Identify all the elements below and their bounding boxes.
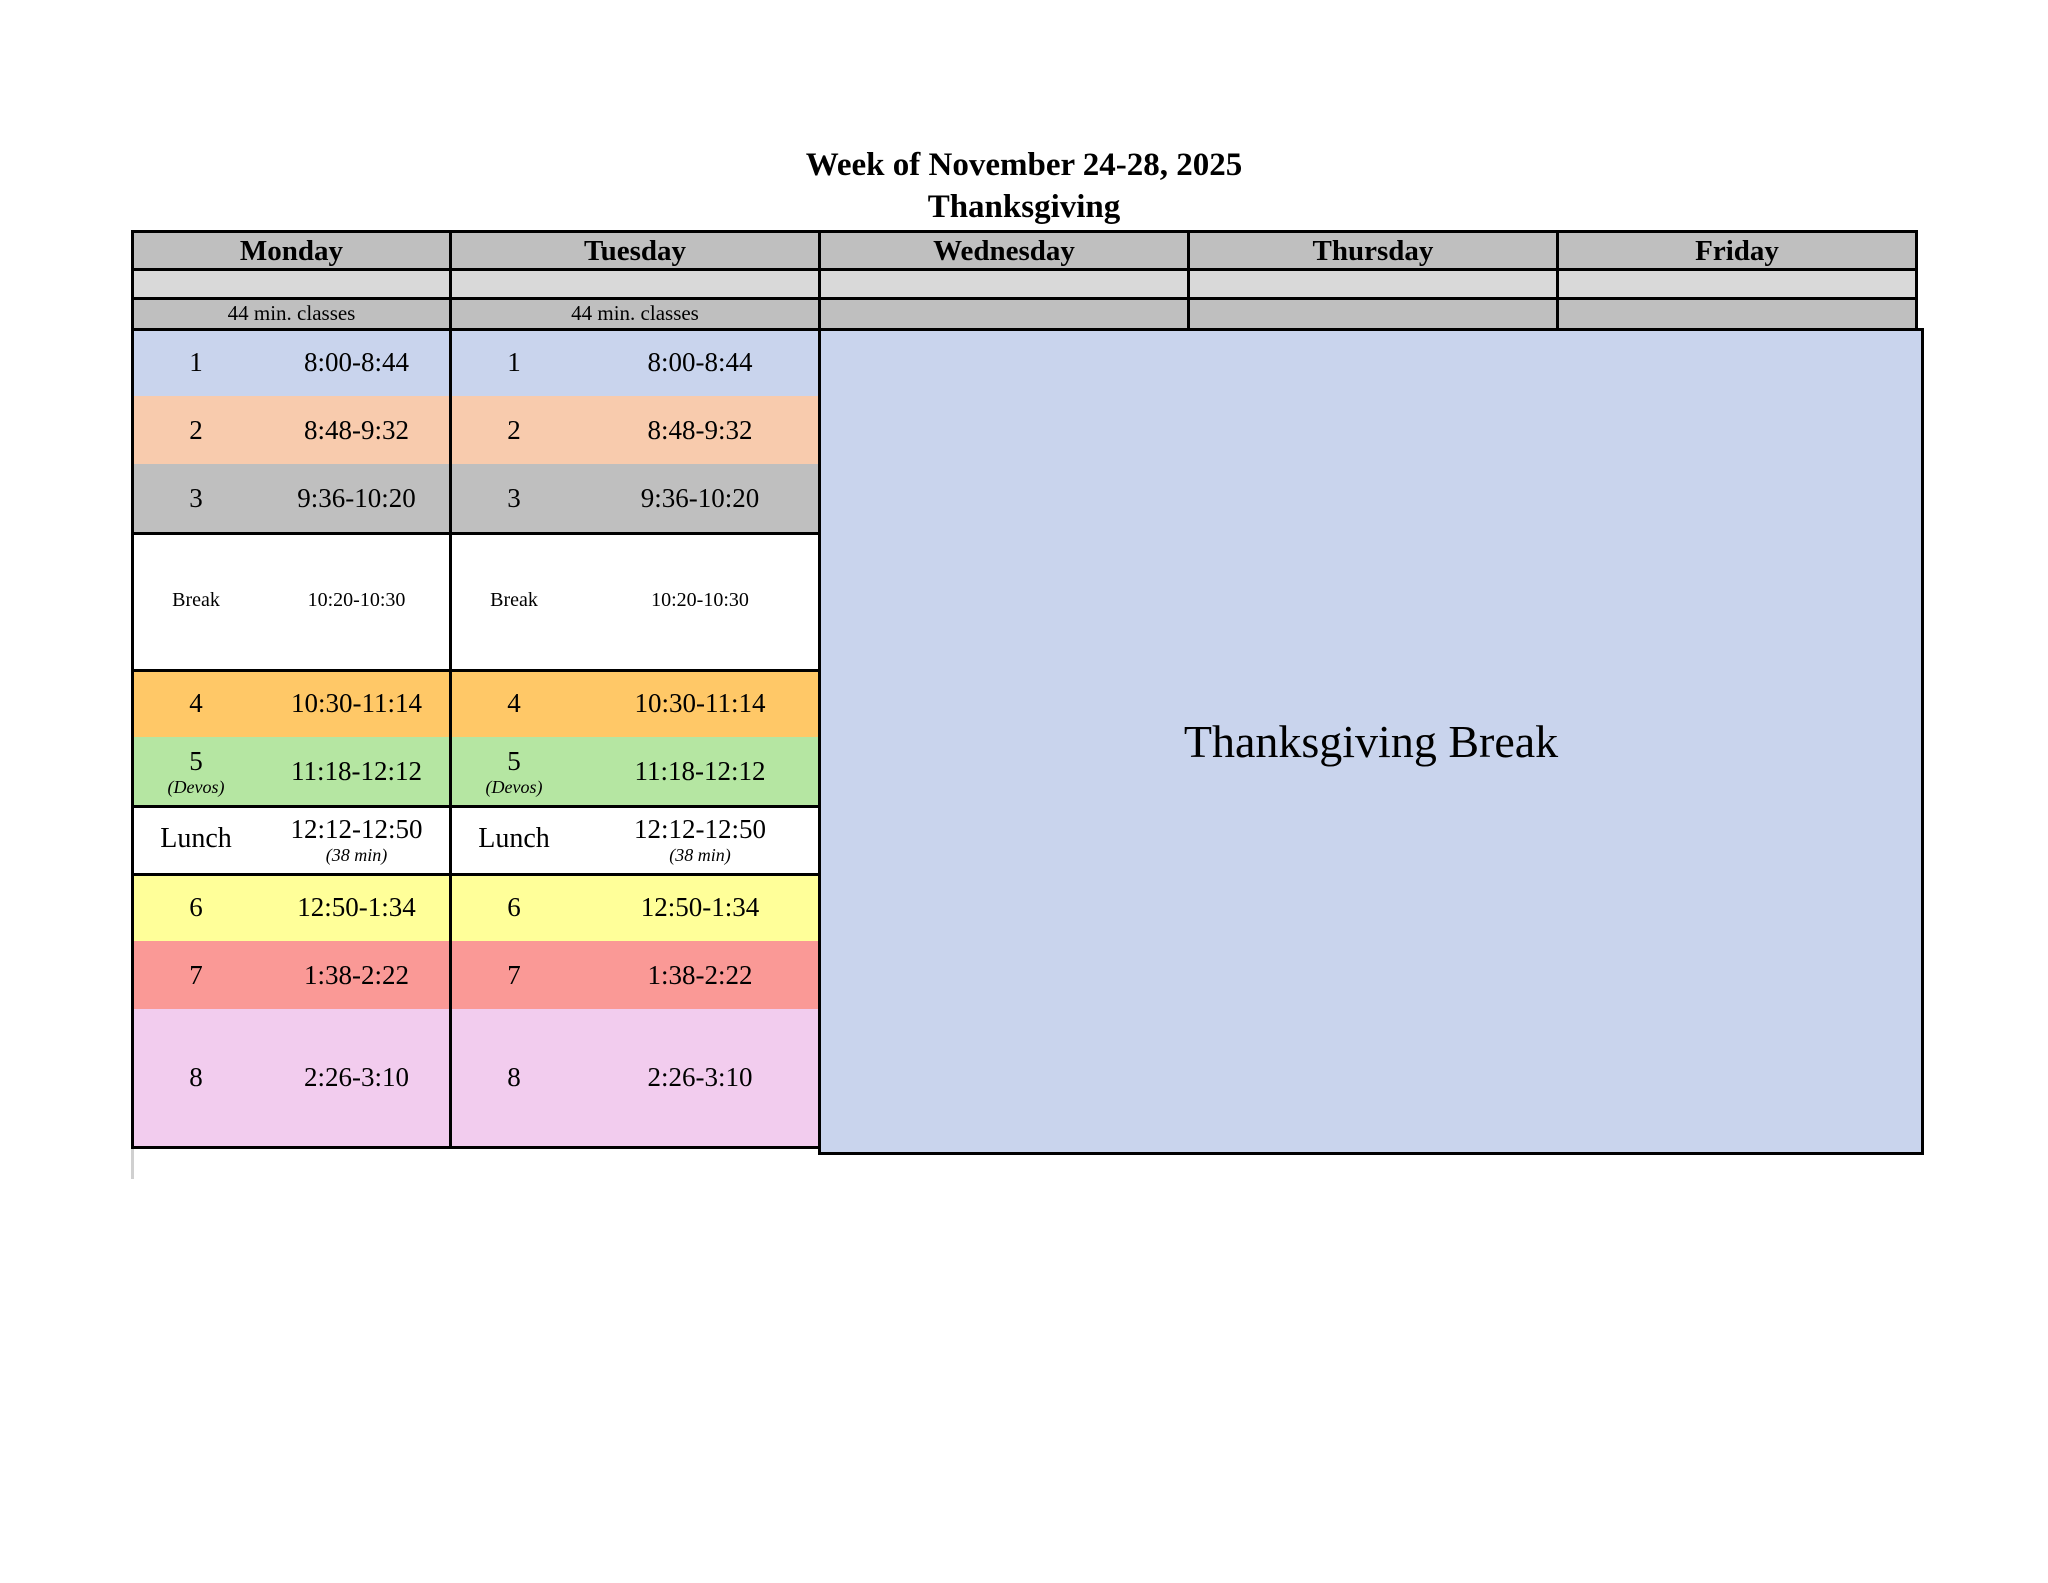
period-time	[579, 873, 821, 941]
period-note: (Devos)	[167, 776, 225, 797]
schedule-table	[131, 230, 1918, 1149]
period-number: 8	[507, 1062, 521, 1092]
period-row	[131, 1009, 452, 1146]
page-subtitle: Thanksgiving	[927, 189, 1121, 225]
period-label	[449, 328, 579, 396]
period-row	[449, 464, 821, 532]
period-row	[131, 669, 452, 737]
period-number: 1	[507, 346, 521, 377]
period-time	[261, 873, 452, 941]
period-row	[131, 941, 452, 1009]
class-note-tuesday: 44 min. classes	[449, 297, 821, 331]
period-time-range: 11:18-12:12	[634, 755, 766, 786]
period-time-range: 9:36-10:20	[640, 482, 760, 513]
period-label	[449, 873, 579, 941]
period-number: 5	[189, 745, 203, 776]
period-time	[579, 1009, 821, 1146]
period-label	[449, 669, 579, 737]
blank-row-thursday	[1187, 268, 1559, 300]
blank-row-monday	[131, 268, 452, 300]
period-number: 5	[507, 745, 521, 776]
period-time	[579, 464, 821, 532]
period-label	[131, 805, 261, 873]
period-label	[449, 1009, 579, 1146]
period-time	[579, 737, 821, 805]
period-label	[449, 396, 579, 464]
period-number: 4	[507, 687, 521, 718]
day-header-thursday: Thursday	[1187, 230, 1559, 271]
class-note-thursday	[1187, 297, 1559, 331]
page-margin-line	[131, 1149, 134, 1179]
blank-row-friday	[1556, 268, 1918, 300]
period-row	[449, 669, 821, 737]
period-time-range: 8:00-8:44	[647, 346, 753, 377]
period-number: 2	[189, 414, 203, 445]
day-header-wednesday: Wednesday	[818, 230, 1190, 271]
period-time	[261, 1009, 452, 1146]
period-time-range: 8:48-9:32	[304, 414, 409, 445]
period-time	[579, 396, 821, 464]
period-number: 4	[189, 687, 203, 718]
class-note-wednesday	[818, 297, 1190, 331]
period-row	[449, 805, 821, 873]
period-time	[579, 532, 821, 669]
schedule-column-tuesday	[449, 328, 821, 1149]
thanksgiving-break-block: Thanksgiving Break	[818, 328, 1924, 1155]
period-time	[261, 805, 452, 873]
period-time-range: 12:12-12:50	[634, 813, 766, 844]
day-header-tuesday: Tuesday	[449, 230, 821, 271]
period-number: 8	[189, 1062, 203, 1092]
period-time-range: 8:00-8:44	[304, 346, 409, 377]
period-time	[261, 532, 452, 669]
period-time-range: 1:38-2:22	[304, 959, 409, 990]
period-number: 3	[189, 482, 203, 513]
class-note-friday	[1556, 297, 1918, 331]
period-time-range: 10:30-11:14	[634, 687, 766, 718]
period-label	[131, 1009, 261, 1146]
period-label	[449, 941, 579, 1009]
period-time-range: 12:50-1:34	[640, 891, 760, 922]
period-time-range: 9:36-10:20	[297, 482, 416, 513]
period-time	[261, 737, 452, 805]
period-row	[131, 328, 452, 396]
period-time	[261, 941, 452, 1009]
period-row	[131, 805, 452, 873]
schedule-column-monday	[131, 328, 452, 1149]
period-number: 6	[507, 891, 521, 922]
period-number: Break	[172, 589, 220, 611]
period-time-range: 2:26-3:10	[304, 1062, 409, 1092]
period-time	[579, 328, 821, 396]
period-row	[131, 396, 452, 464]
period-row	[449, 328, 821, 396]
period-number: 3	[507, 482, 521, 513]
period-label	[131, 941, 261, 1009]
period-time-range: 12:50-1:34	[297, 891, 416, 922]
period-label	[131, 737, 261, 805]
period-label	[449, 464, 579, 532]
period-label	[449, 805, 579, 873]
period-time	[261, 669, 452, 737]
period-row	[449, 396, 821, 464]
period-label	[131, 669, 261, 737]
period-number: 1	[189, 346, 203, 377]
period-label	[449, 737, 579, 805]
period-label	[131, 328, 261, 396]
period-number: 7	[189, 959, 203, 990]
class-note-monday: 44 min. classes	[131, 297, 452, 331]
period-time	[579, 805, 821, 873]
period-time	[261, 396, 452, 464]
period-time	[579, 941, 821, 1009]
period-row	[131, 873, 452, 941]
period-time	[261, 464, 452, 532]
period-number: 2	[507, 414, 521, 445]
period-number: Break	[490, 589, 538, 611]
period-row	[131, 464, 452, 532]
period-time	[579, 669, 821, 737]
period-time-range: 10:20-10:30	[307, 589, 406, 611]
period-label	[131, 464, 261, 532]
period-row	[449, 532, 821, 669]
period-number: Lunch	[478, 823, 550, 854]
period-label	[131, 873, 261, 941]
day-header-monday: Monday	[131, 230, 452, 271]
period-time-range: 8:48-9:32	[647, 414, 753, 445]
period-row	[449, 737, 821, 805]
period-time	[261, 328, 452, 396]
period-duration: (38 min)	[325, 844, 388, 865]
period-time-range: 10:20-10:30	[651, 589, 749, 611]
period-number: Lunch	[160, 823, 232, 854]
period-duration: (38 min)	[669, 844, 731, 865]
period-time-range: 2:26-3:10	[647, 1062, 753, 1092]
page-title: Week of November 24-28, 2025	[805, 147, 1243, 183]
period-number: 6	[189, 891, 203, 922]
period-time-range: 11:18-12:12	[291, 755, 422, 786]
period-note: (Devos)	[485, 776, 543, 797]
period-row	[449, 941, 821, 1009]
period-time-range: 12:12-12:50	[290, 813, 423, 844]
period-row	[131, 737, 452, 805]
blank-row-wednesday	[818, 268, 1190, 300]
blank-row-tuesday	[449, 268, 821, 300]
period-number: 7	[507, 959, 521, 990]
period-label	[449, 532, 579, 669]
period-row	[131, 532, 452, 669]
period-label	[131, 532, 261, 669]
day-header-friday: Friday	[1556, 230, 1918, 271]
period-time-range: 1:38-2:22	[647, 959, 753, 990]
period-label	[131, 396, 261, 464]
period-time-range: 10:30-11:14	[291, 687, 422, 718]
period-row	[449, 873, 821, 941]
period-row	[449, 1009, 821, 1146]
